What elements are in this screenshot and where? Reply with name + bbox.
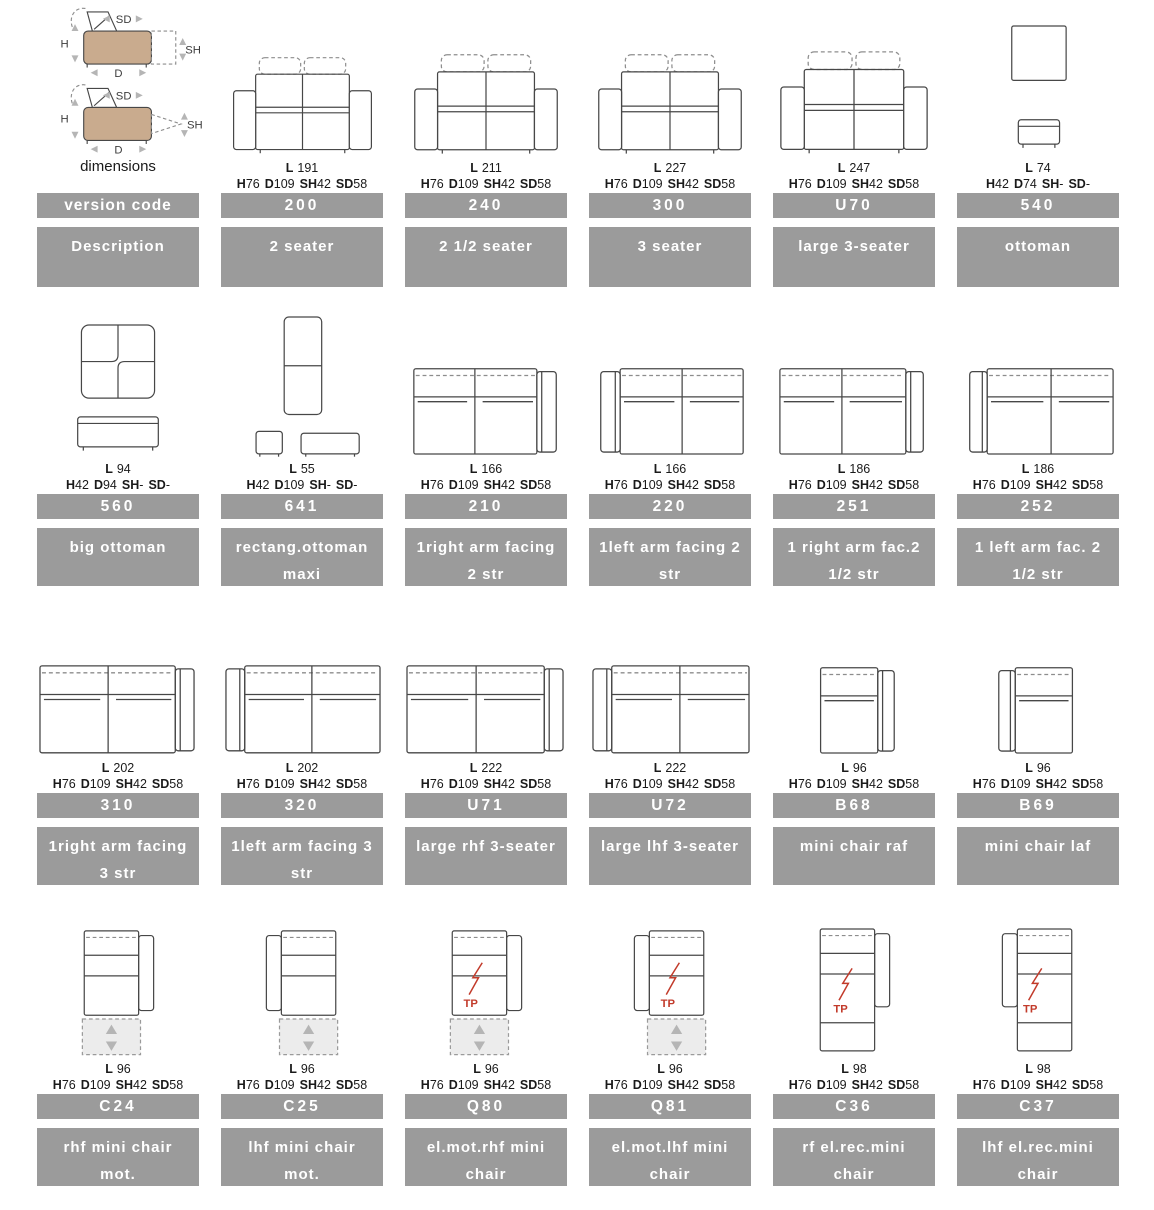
dimensions-text: L 96 H76 D109 SH42 SD58 [604, 1062, 736, 1092]
product-cell-641 [221, 310, 383, 586]
version-code-badge: 641 [221, 494, 383, 519]
drawing-right-arm-2-5str [777, 361, 932, 458]
drawing-ottoman [963, 26, 1113, 157]
version-code-badge: U72 [589, 793, 751, 818]
version-code-badge: C37 [957, 1094, 1119, 1119]
product-cell-251 [773, 310, 935, 586]
d-label: D [114, 68, 123, 81]
version-code-badge: Q81 [589, 1094, 751, 1119]
version-code-badge: 560 [37, 494, 199, 519]
description-badge: ottoman [957, 227, 1119, 287]
dimensions-diagram [37, 0, 203, 157]
dimensions-text: L 55 H42 D109 SH- SD- [246, 462, 358, 492]
description-header: Description [37, 227, 199, 287]
version-code-badge: 240 [405, 193, 567, 218]
description-badge: 1right arm facing 2 str [405, 528, 567, 586]
version-code-badge: C36 [773, 1094, 935, 1119]
description-badge: 2 seater [221, 227, 383, 287]
drawing-mini-chair-raf [777, 660, 932, 757]
product-cell-Q81 [589, 928, 751, 1186]
row-3 [0, 645, 1154, 885]
description-badge: rectang.ottoman maxi [221, 528, 383, 586]
product-cell-320 [221, 645, 383, 885]
dimensions-text: L 247 H76 D109 SH42 SD58 [788, 161, 920, 191]
drawing-large-3-seater [776, 48, 932, 157]
sd-label: SD [115, 90, 132, 103]
product-cell-C24 [37, 928, 199, 1186]
dimensions-text: L 222 H76 D109 SH42 SD58 [604, 761, 736, 791]
tp-mark: TP [1023, 1003, 1038, 1016]
drawing-3-seater [594, 51, 746, 157]
product-cell-252 [957, 310, 1119, 586]
drawing-left-arm-3str [223, 658, 381, 757]
drawing-left-arm-2str [593, 361, 748, 458]
dimensions-text: L 186 H76 D109 SH42 SD58 [972, 462, 1104, 492]
description-badge: rf el.rec.mini chair [773, 1128, 935, 1186]
drawing-elmot-rhf-mini-chair [411, 929, 561, 1058]
product-cell-210 [405, 310, 567, 586]
dimensions-text: L 191 H76 D109 SH42 SD58 [236, 161, 368, 191]
drawing-large-rhf-3-seater [407, 658, 565, 757]
version-code-header: version code [37, 193, 199, 218]
description-badge: el.mot.rhf mini chair [405, 1128, 567, 1186]
description-badge: large rhf 3-seater [405, 827, 567, 885]
h-label: H [60, 38, 69, 51]
sh-label: SH [185, 44, 201, 57]
dimensions-caption: dimensions [80, 158, 156, 175]
description-badge: 1 left arm fac. 2 1/2 str [957, 528, 1119, 586]
dimensions-text: L 186 H76 D109 SH42 SD58 [788, 462, 920, 492]
drawing-lhf-mini-chair-mot [227, 929, 377, 1058]
drawing-elmot-lhf-mini-chair [595, 929, 745, 1058]
tp-mark: TP [463, 997, 478, 1010]
description-badge: 1right arm facing 3 str [37, 827, 199, 885]
product-cell-Q80 [405, 928, 567, 1186]
product-cell-220 [589, 310, 751, 586]
drawing-right-arm-3str [39, 658, 197, 757]
sh-label: SH [187, 119, 203, 132]
version-code-badge: 310 [37, 793, 199, 818]
drawing-2-seater [229, 54, 376, 157]
dimensions-text: L 96 H76 D109 SH42 SD58 [236, 1062, 368, 1092]
version-code-badge: 300 [589, 193, 751, 218]
drawing-big-ottoman [43, 325, 193, 458]
row-2 [0, 310, 1154, 586]
version-code-badge: 252 [957, 494, 1119, 519]
drawing-rf-elrec-mini-chair [779, 929, 929, 1058]
product-cell-C36 [773, 928, 935, 1186]
dimensions-text: L 96 H76 D109 SH42 SD58 [788, 761, 920, 791]
version-code-badge: B68 [773, 793, 935, 818]
version-code-badge: U70 [773, 193, 935, 218]
description-badge: 1 right arm fac.2 1/2 str [773, 528, 935, 586]
h-label: H [60, 113, 69, 126]
dimensions-text: L 202 H76 D109 SH42 SD58 [52, 761, 184, 791]
dimensions-text: L 74 H42 D74 SH- SD- [986, 161, 1090, 191]
product-cell-310 [37, 645, 199, 885]
d-label: D [114, 144, 123, 157]
product-cell-B68 [773, 645, 935, 885]
description-badge: rhf mini chair mot. [37, 1128, 199, 1186]
power-bolt-icon [839, 968, 852, 1000]
dimensions-text: L 222 H76 D109 SH42 SD58 [420, 761, 552, 791]
dimensions-text: L 96 H76 D109 SH42 SD58 [972, 761, 1104, 791]
product-cell-U71 [405, 645, 567, 885]
version-code-badge: Q80 [405, 1094, 567, 1119]
drawing-rect-ottoman-maxi [227, 317, 377, 458]
drawing-right-arm-2str [409, 361, 564, 458]
description-badge: lhf el.rec.mini chair [957, 1128, 1119, 1186]
description-badge: big ottoman [37, 528, 199, 586]
drawing-large-lhf-3-seater [591, 658, 749, 757]
dimensions-text: L 211 H76 D109 SH42 SD58 [420, 161, 552, 191]
dimensions-text: L 98 H76 D109 SH42 SD58 [788, 1062, 920, 1092]
version-code-badge: 251 [773, 494, 935, 519]
dimensions-text: L 96 H76 D109 SH42 SD58 [52, 1062, 184, 1092]
sd-label: SD [115, 14, 132, 27]
version-code-badge: B69 [957, 793, 1119, 818]
description-badge: lhf mini chair mot. [221, 1128, 383, 1186]
version-code-badge: U71 [405, 793, 567, 818]
version-code-badge: 220 [589, 494, 751, 519]
drawing-rhf-mini-chair-mot [43, 929, 193, 1058]
dimensions-text: L 166 H76 D109 SH42 SD58 [604, 462, 736, 492]
version-code-badge: C25 [221, 1094, 383, 1119]
description-badge: mini chair laf [957, 827, 1119, 885]
product-cell-300 [589, 0, 751, 287]
row-4 [0, 928, 1154, 1186]
drawing-left-arm-2-5str [961, 361, 1116, 458]
version-code-badge: 200 [221, 193, 383, 218]
description-badge: mini chair raf [773, 827, 935, 885]
product-cell-C25 [221, 928, 383, 1186]
drawing-mini-chair-laf [961, 660, 1116, 757]
dimensions-text: L 94 H42 D94 SH- SD- [66, 462, 170, 492]
dimensions-text: L 96 H76 D109 SH42 SD58 [420, 1062, 552, 1092]
product-cell-U70 [773, 0, 935, 287]
product-cell-240 [405, 0, 567, 287]
description-badge: el.mot.lhf mini chair [589, 1128, 751, 1186]
product-cell-560 [37, 310, 199, 586]
description-badge: 1left arm facing 2 str [589, 528, 751, 586]
power-bolt-icon [666, 962, 679, 994]
description-badge: 3 seater [589, 227, 751, 287]
description-badge: 2 1/2 seater [405, 227, 567, 287]
drawing-lhf-elrec-mini-chair [963, 929, 1113, 1058]
product-cell-540 [957, 0, 1119, 287]
tp-mark: TP [660, 997, 676, 1010]
description-badge: large 3-seater [773, 227, 935, 287]
product-cell-C37 [957, 928, 1119, 1186]
row-1 [0, 0, 1154, 287]
description-badge: 1left arm facing 3 str [221, 827, 383, 885]
version-code-badge: C24 [37, 1094, 199, 1119]
version-code-badge: 540 [957, 193, 1119, 218]
dimensions-text: L 202 H76 D109 SH42 SD58 [236, 761, 368, 791]
version-code-badge: 210 [405, 494, 567, 519]
description-badge: large lhf 3-seater [589, 827, 751, 885]
dimensions-text: L 98 H76 D109 SH42 SD58 [972, 1062, 1104, 1092]
version-code-badge: 320 [221, 793, 383, 818]
power-bolt-icon [1029, 968, 1042, 1000]
power-bolt-icon [469, 962, 482, 994]
dimensions-text: L 227 H76 D109 SH42 SD58 [604, 161, 736, 191]
header-cell [37, 0, 203, 287]
drawing-2-5-seater [410, 51, 562, 157]
product-cell-B69 [957, 645, 1119, 885]
product-cell-U72 [589, 645, 751, 885]
sofa-side-view-diagram [33, 5, 203, 157]
dimensions-text: L 166 H76 D109 SH42 SD58 [420, 462, 552, 492]
tp-mark: TP [833, 1003, 848, 1016]
product-cell-200 [221, 0, 383, 287]
